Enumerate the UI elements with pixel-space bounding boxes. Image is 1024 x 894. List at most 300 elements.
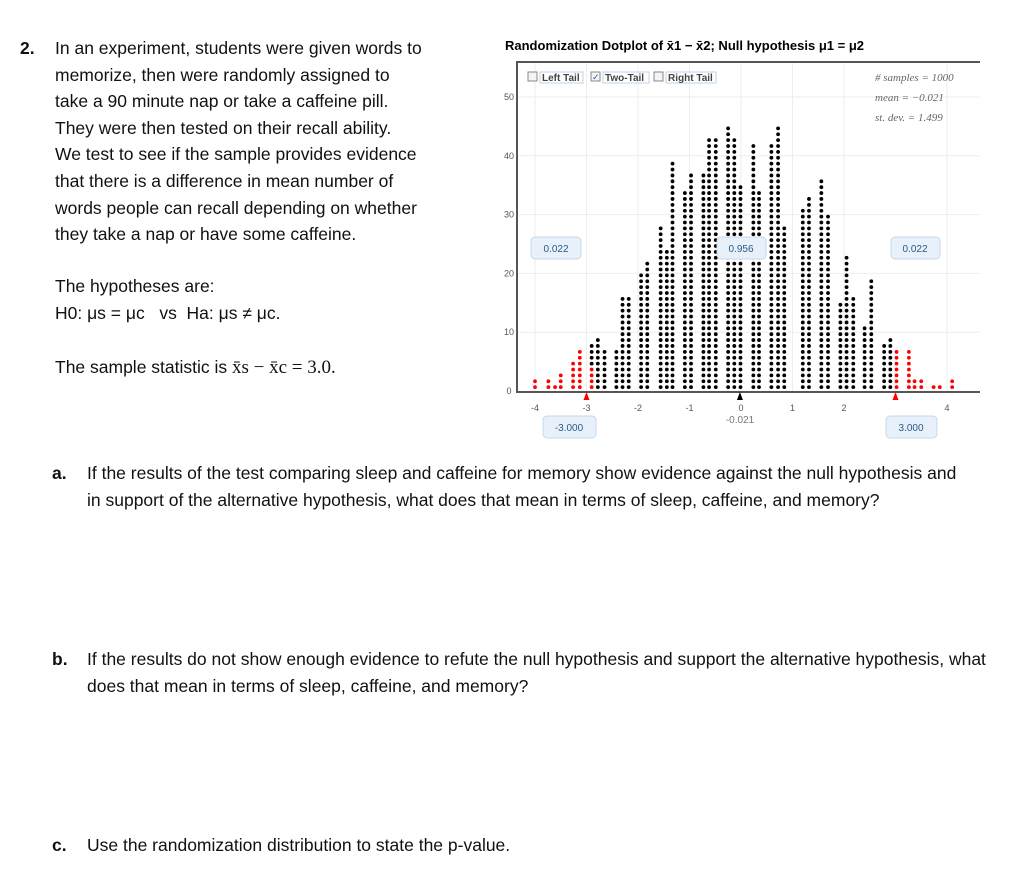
- tail-dot: [571, 368, 575, 372]
- dot: [801, 379, 805, 383]
- tail-dot: [571, 385, 575, 389]
- dot: [882, 368, 886, 372]
- dot: [732, 209, 736, 213]
- dot: [707, 332, 711, 336]
- dot: [845, 309, 849, 313]
- dot: [739, 321, 743, 325]
- dot: [819, 191, 823, 195]
- dot: [769, 209, 773, 213]
- dot: [845, 362, 849, 366]
- dot: [671, 356, 675, 360]
- dot: [838, 315, 842, 319]
- dot: [671, 291, 675, 295]
- dot: [851, 350, 855, 354]
- dot: [639, 285, 643, 289]
- dot: [689, 279, 693, 283]
- dot: [739, 209, 743, 213]
- dot: [776, 326, 780, 330]
- dot: [769, 250, 773, 254]
- dot: [726, 127, 730, 131]
- dot: [769, 379, 773, 383]
- dot: [707, 379, 711, 383]
- dot: [627, 379, 631, 383]
- dot: [851, 373, 855, 377]
- dot: [882, 379, 886, 383]
- dot: [819, 291, 823, 295]
- dot: [776, 385, 780, 389]
- dot: [851, 356, 855, 360]
- dot: [782, 297, 786, 301]
- dot: [659, 303, 663, 307]
- dot: [726, 297, 730, 301]
- dot: [751, 179, 755, 183]
- dot: [732, 168, 736, 172]
- dot: [671, 285, 675, 289]
- right-cutoff-marker: [893, 392, 899, 400]
- dot: [882, 373, 886, 377]
- dot: [845, 315, 849, 319]
- dot: [782, 338, 786, 342]
- dot: [732, 144, 736, 148]
- dot: [621, 315, 625, 319]
- dot: [707, 185, 711, 189]
- dot: [769, 221, 773, 225]
- tail-dot: [907, 379, 911, 383]
- right-tail-checkbox[interactable]: [654, 72, 663, 81]
- dot: [739, 338, 743, 342]
- x-axis: [531, 403, 950, 413]
- dot: [659, 315, 663, 319]
- dot: [751, 185, 755, 189]
- dot: [826, 244, 830, 248]
- dot: [671, 362, 675, 366]
- dot: [757, 268, 761, 272]
- dot: [659, 256, 663, 260]
- dot: [826, 350, 830, 354]
- dot: [683, 262, 687, 266]
- dot: [801, 256, 805, 260]
- dot: [671, 215, 675, 219]
- dot: [751, 215, 755, 219]
- dot: [659, 338, 663, 342]
- dot: [702, 373, 706, 377]
- dot: [689, 303, 693, 307]
- dot: [826, 379, 830, 383]
- dot: [659, 309, 663, 313]
- left-cutoff-box[interactable]: [543, 416, 596, 438]
- dot: [819, 344, 823, 348]
- dot: [863, 379, 867, 383]
- tail-dot: [950, 385, 954, 389]
- dot: [845, 373, 849, 377]
- dot: [739, 350, 743, 354]
- dot: [869, 332, 873, 336]
- dot: [769, 356, 773, 360]
- part-b: [52, 646, 992, 699]
- dot: [819, 232, 823, 236]
- dot: [702, 203, 706, 207]
- part-text: If the results of the test comparing sleep and caffeine for memory show evidence against the null hypothesis and in support of the alternative hypothesis, what does that mean in terms of sleep, caffeine, and memory?: [87, 463, 957, 510]
- dot: [665, 373, 669, 377]
- dot: [819, 326, 823, 330]
- dot: [707, 303, 711, 307]
- dot: [769, 185, 773, 189]
- dot: [757, 326, 761, 330]
- dot: [782, 303, 786, 307]
- dot: [776, 197, 780, 201]
- dot: [702, 368, 706, 372]
- tail-dot: [571, 373, 575, 377]
- dot: [819, 203, 823, 207]
- dot: [776, 238, 780, 242]
- dot: [702, 191, 706, 195]
- dot: [782, 232, 786, 236]
- x-tick-label: -2: [633, 403, 643, 413]
- mean-marker-label: -0.021: [725, 415, 755, 426]
- dot: [683, 303, 687, 307]
- left-proportion-box[interactable]: [531, 237, 581, 259]
- dot: [639, 344, 643, 348]
- dot: [732, 215, 736, 219]
- dot: [689, 362, 693, 366]
- dot: [826, 326, 830, 330]
- dot: [776, 338, 780, 342]
- dot: [869, 344, 873, 348]
- dot: [659, 285, 663, 289]
- dot: [776, 185, 780, 189]
- dot: [726, 179, 730, 183]
- dot: [757, 350, 761, 354]
- dot: [714, 144, 718, 148]
- dot: [707, 221, 711, 225]
- dot: [869, 303, 873, 307]
- dot: [702, 350, 706, 354]
- dot: [714, 268, 718, 272]
- tail-dot: [907, 385, 911, 389]
- dot: [714, 226, 718, 230]
- dot: [826, 344, 830, 348]
- dot: [689, 285, 693, 289]
- dot: [683, 326, 687, 330]
- dot: [769, 226, 773, 230]
- dot: [714, 274, 718, 278]
- dot: [707, 321, 711, 325]
- dot: [732, 321, 736, 325]
- dot: [757, 338, 761, 342]
- dot: [714, 326, 718, 330]
- x-tick-label: 1: [789, 403, 796, 413]
- dot: [702, 326, 706, 330]
- dot: [819, 250, 823, 254]
- dot: [819, 321, 823, 325]
- dot: [702, 285, 706, 289]
- question-number: 2.: [20, 38, 35, 58]
- dot: [659, 279, 663, 283]
- samples-stat: # samples = 1000: [875, 72, 954, 84]
- dot: [671, 197, 675, 201]
- dot: [596, 338, 600, 342]
- tail-dot: [590, 379, 594, 383]
- dot: [714, 174, 718, 178]
- dot: [671, 256, 675, 260]
- dot: [726, 291, 730, 295]
- dot: [882, 344, 886, 348]
- x-tick-label: 0: [738, 403, 744, 413]
- mean-marker: [737, 392, 743, 400]
- dot: [707, 197, 711, 201]
- dot: [826, 368, 830, 372]
- dot: [627, 309, 631, 313]
- dot: [714, 362, 718, 366]
- dot: [726, 197, 730, 201]
- dot: [639, 315, 643, 319]
- dot: [838, 326, 842, 330]
- dot: [707, 162, 711, 166]
- dot: [726, 344, 730, 348]
- dot: [702, 344, 706, 348]
- dot: [819, 309, 823, 313]
- dot: [639, 356, 643, 360]
- dot: [714, 138, 718, 142]
- dot: [739, 326, 743, 330]
- tail-dot: [578, 356, 582, 360]
- dot: [807, 279, 811, 283]
- dot: [807, 315, 811, 319]
- dot: [689, 385, 693, 389]
- dot: [801, 338, 805, 342]
- tail-dot: [895, 379, 899, 383]
- dot: [863, 356, 867, 360]
- dot: [707, 179, 711, 183]
- dot: [689, 191, 693, 195]
- dot: [845, 385, 849, 389]
- dot: [776, 215, 780, 219]
- dot: [683, 215, 687, 219]
- dot: [707, 274, 711, 278]
- dot: [863, 338, 867, 342]
- dot: [726, 362, 730, 366]
- dot: [769, 174, 773, 178]
- dot: [665, 279, 669, 283]
- part-label: a.: [52, 463, 67, 483]
- dot: [732, 297, 736, 301]
- dot: [714, 203, 718, 207]
- dot: [801, 356, 805, 360]
- dot: [671, 321, 675, 325]
- dot: [739, 368, 743, 372]
- dot: [769, 244, 773, 248]
- dot: [826, 215, 830, 219]
- dot: [845, 344, 849, 348]
- dot: [851, 344, 855, 348]
- null-hypothesis: H0: μs = μc: [55, 302, 145, 323]
- tail-dot: [895, 385, 899, 389]
- dot: [671, 344, 675, 348]
- dot: [659, 232, 663, 236]
- hypotheses-intro: The hypotheses are:: [55, 276, 215, 296]
- dot: [702, 226, 706, 230]
- dot: [769, 303, 773, 307]
- dot: [689, 315, 693, 319]
- dot: [776, 315, 780, 319]
- dot: [826, 262, 830, 266]
- dot: [689, 185, 693, 189]
- question-text: [55, 35, 490, 248]
- dot: [757, 274, 761, 278]
- right-proportion: 0.022: [902, 244, 928, 255]
- dot: [714, 344, 718, 348]
- dot: [614, 379, 618, 383]
- dot: [801, 315, 805, 319]
- dot: [807, 362, 811, 366]
- dot: [726, 303, 730, 307]
- dot: [603, 373, 607, 377]
- dot: [819, 262, 823, 266]
- y-axis: [504, 92, 514, 396]
- dot: [726, 168, 730, 172]
- dot: [671, 232, 675, 236]
- dot: [826, 238, 830, 242]
- dot: [702, 274, 706, 278]
- dot: [732, 332, 736, 336]
- tail-dot: [590, 373, 594, 377]
- dot: [888, 385, 892, 389]
- dot: [627, 338, 631, 342]
- dot: [776, 285, 780, 289]
- question-line: they take a nap or have some caffeine.: [55, 224, 357, 245]
- dot: [714, 209, 718, 213]
- dot: [732, 303, 736, 307]
- dot: [683, 268, 687, 272]
- dot: [665, 368, 669, 372]
- dot: [782, 238, 786, 242]
- left-tail-checkbox[interactable]: [528, 72, 537, 81]
- dot: [826, 297, 830, 301]
- dot: [645, 309, 649, 313]
- tail-dot: [571, 362, 575, 366]
- dot: [659, 238, 663, 242]
- dot: [751, 279, 755, 283]
- y-tick-label: 40: [503, 150, 515, 161]
- dot: [665, 350, 669, 354]
- dot: [807, 215, 811, 219]
- dot: [707, 138, 711, 142]
- dot: [603, 362, 607, 366]
- dot: [739, 385, 743, 389]
- dot: [751, 326, 755, 330]
- dot: [627, 326, 631, 330]
- dot: [869, 279, 873, 283]
- dot: [751, 309, 755, 313]
- dot: [751, 321, 755, 325]
- dot: [845, 279, 849, 283]
- dot: [683, 221, 687, 225]
- y-tick-label: 30: [503, 209, 515, 220]
- dot: [819, 256, 823, 260]
- dot: [665, 379, 669, 383]
- middle-proportion-box[interactable]: [717, 237, 766, 259]
- dot: [683, 197, 687, 201]
- dot: [851, 379, 855, 383]
- dot: [671, 297, 675, 301]
- dot: [621, 332, 625, 336]
- dot: [819, 215, 823, 219]
- dot: [751, 344, 755, 348]
- dot: [757, 368, 761, 372]
- dot: [645, 332, 649, 336]
- dot: [627, 332, 631, 336]
- dot: [888, 344, 892, 348]
- dot: [888, 379, 892, 383]
- dot: [665, 250, 669, 254]
- dot: [801, 268, 805, 272]
- x-tick-label: 2: [841, 403, 847, 413]
- dot: [726, 132, 730, 136]
- dot: [732, 232, 736, 236]
- tail-dot: [578, 373, 582, 377]
- dot: [826, 279, 830, 283]
- dot: [707, 226, 711, 230]
- dot: [707, 285, 711, 289]
- dot: [645, 285, 649, 289]
- dot: [819, 303, 823, 307]
- dot: [776, 144, 780, 148]
- dot: [689, 297, 693, 301]
- dot: [702, 209, 706, 213]
- dot: [645, 279, 649, 283]
- dot: [627, 373, 631, 377]
- dot: [707, 326, 711, 330]
- dot: [826, 232, 830, 236]
- dot: [807, 332, 811, 336]
- part-c: [52, 832, 952, 859]
- tail-dot: [907, 350, 911, 354]
- markers: [584, 392, 899, 400]
- dot: [665, 385, 669, 389]
- dot: [726, 156, 730, 160]
- dot: [645, 303, 649, 307]
- dot: [782, 268, 786, 272]
- right-proportion-box[interactable]: [891, 237, 940, 259]
- dot: [826, 303, 830, 307]
- dot: [807, 373, 811, 377]
- dot: [801, 309, 805, 313]
- dot: [851, 362, 855, 366]
- dot: [826, 385, 830, 389]
- dot: [776, 344, 780, 348]
- dot: [757, 297, 761, 301]
- dot: [757, 379, 761, 383]
- dot: [751, 268, 755, 272]
- right-cutoff-box[interactable]: [886, 416, 937, 438]
- dot: [714, 350, 718, 354]
- dot: [726, 221, 730, 225]
- dot: [671, 238, 675, 242]
- dot: [726, 285, 730, 289]
- dot: [671, 309, 675, 313]
- dot: [726, 215, 730, 219]
- dot: [801, 274, 805, 278]
- dot: [776, 303, 780, 307]
- dot: [782, 356, 786, 360]
- dot: [819, 268, 823, 272]
- dot: [671, 338, 675, 342]
- dot: [714, 309, 718, 313]
- tail-dot: [578, 385, 582, 389]
- left-proportion: 0.022: [543, 244, 569, 255]
- dot: [639, 326, 643, 330]
- dot: [819, 350, 823, 354]
